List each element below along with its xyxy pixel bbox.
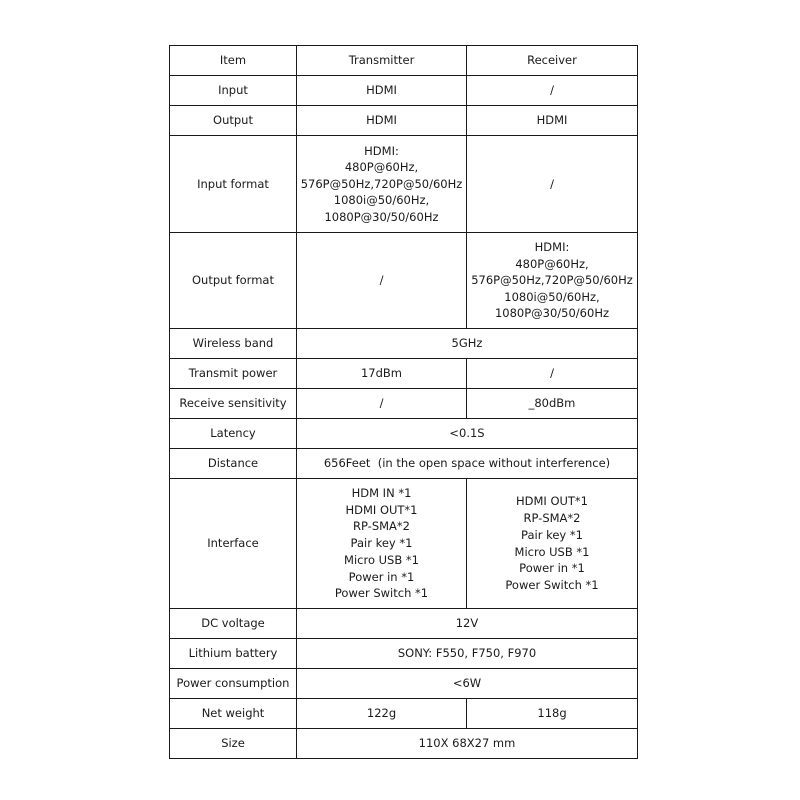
transmitter-value [297, 479, 467, 609]
interface-line: Power Switch *1 [505, 578, 599, 593]
row-distance [170, 449, 638, 479]
receiver-value: / [467, 359, 638, 389]
header-row [170, 46, 638, 76]
row-output-format [170, 233, 638, 329]
shared-value: <6W [297, 669, 638, 699]
transmitter-value: / [297, 389, 467, 419]
row-label: Output [170, 106, 297, 136]
row-wireless-band [170, 329, 638, 359]
format-line: 576P@50Hz,720P@50/60Hz [471, 273, 633, 288]
transmitter-value: HDMI [297, 106, 467, 136]
format-line: HDMI: [534, 240, 570, 255]
row-power-consumption [170, 669, 638, 699]
row-label: Lithium battery [170, 639, 297, 669]
row-label: Latency [170, 419, 297, 449]
row-label: Input [170, 76, 297, 106]
header-transmitter: Transmitter [297, 46, 467, 76]
row-label: Distance [170, 449, 297, 479]
receiver-value [467, 233, 638, 329]
interface-line: RP-SMA*2 [353, 519, 410, 534]
transmitter-value: / [297, 233, 467, 329]
row-label: Size [170, 729, 297, 759]
format-line: 480P@60Hz, [344, 160, 419, 175]
row-label: Wireless band [170, 329, 297, 359]
row-label: Transmit power [170, 359, 297, 389]
receiver-value: _80dBm [467, 389, 638, 419]
row-input-format [170, 136, 638, 233]
interface-line: Power in *1 [348, 569, 415, 584]
row-net-weight [170, 699, 638, 729]
receiver-value: / [467, 136, 638, 233]
interface-line: Pair key *1 [350, 536, 413, 551]
format-line: HDMI: [364, 143, 399, 158]
row-label: Receive sensitivity [170, 389, 297, 419]
receiver-value: 118g [467, 699, 638, 729]
row-lithium-battery [170, 639, 638, 669]
header-item: Item [170, 46, 297, 76]
row-label: Input format [170, 136, 297, 233]
format-line: 576P@50Hz,720P@50/60Hz [300, 176, 463, 191]
transmitter-value: 122g [297, 699, 467, 729]
transmitter-value [297, 136, 467, 233]
format-line: 1080i@50/60Hz, [504, 289, 600, 304]
interface-line: Power in *1 [519, 561, 585, 576]
row-label: Power consumption [170, 669, 297, 699]
interface-line: Micro USB *1 [344, 552, 419, 567]
shared-value: 12V [297, 609, 638, 639]
receiver-value [467, 479, 638, 609]
interface-line: HDMI OUT*1 [345, 502, 418, 517]
interface-line: Micro USB *1 [514, 544, 590, 559]
row-label: DC voltage [170, 609, 297, 639]
header-receiver: Receiver [467, 46, 638, 76]
interface-line: HDMI OUT*1 [515, 494, 589, 509]
row-dc-voltage [170, 609, 638, 639]
row-label: Output format [170, 233, 297, 329]
shared-value: 5GHz [297, 329, 638, 359]
format-line: 480P@60Hz, [515, 256, 589, 271]
row-transmit-power [170, 359, 638, 389]
row-receive-sensitivity [170, 389, 638, 419]
interface-line: Pair key *1 [521, 527, 583, 542]
interface-line: RP-SMA*2 [523, 510, 581, 525]
format-line: 1080P@30/50/60Hz [324, 209, 439, 224]
interface-line: HDM IN *1 [351, 485, 412, 500]
row-label: Net weight [170, 699, 297, 729]
transmitter-value: 17dBm [297, 359, 467, 389]
spec-table [169, 45, 638, 759]
interface-line: Power Switch *1 [334, 586, 429, 601]
row-latency [170, 419, 638, 449]
shared-value: <0.1S [297, 419, 638, 449]
receiver-value: HDMI [467, 106, 638, 136]
format-line: 1080P@30/50/60Hz [494, 306, 610, 321]
row-interface [170, 479, 638, 609]
row-input [170, 76, 638, 106]
shared-value: 110X 68X27 mm [297, 729, 638, 759]
row-size [170, 729, 638, 759]
shared-value: 656Feet (in the open space without interference) [297, 449, 638, 479]
transmitter-value: HDMI [297, 76, 467, 106]
format-line: 1080i@50/60Hz, [333, 193, 430, 208]
receiver-value: / [467, 76, 638, 106]
shared-value: SONY: F550, F750, F970 [297, 639, 638, 669]
row-label: Interface [170, 479, 297, 609]
row-output [170, 106, 638, 136]
